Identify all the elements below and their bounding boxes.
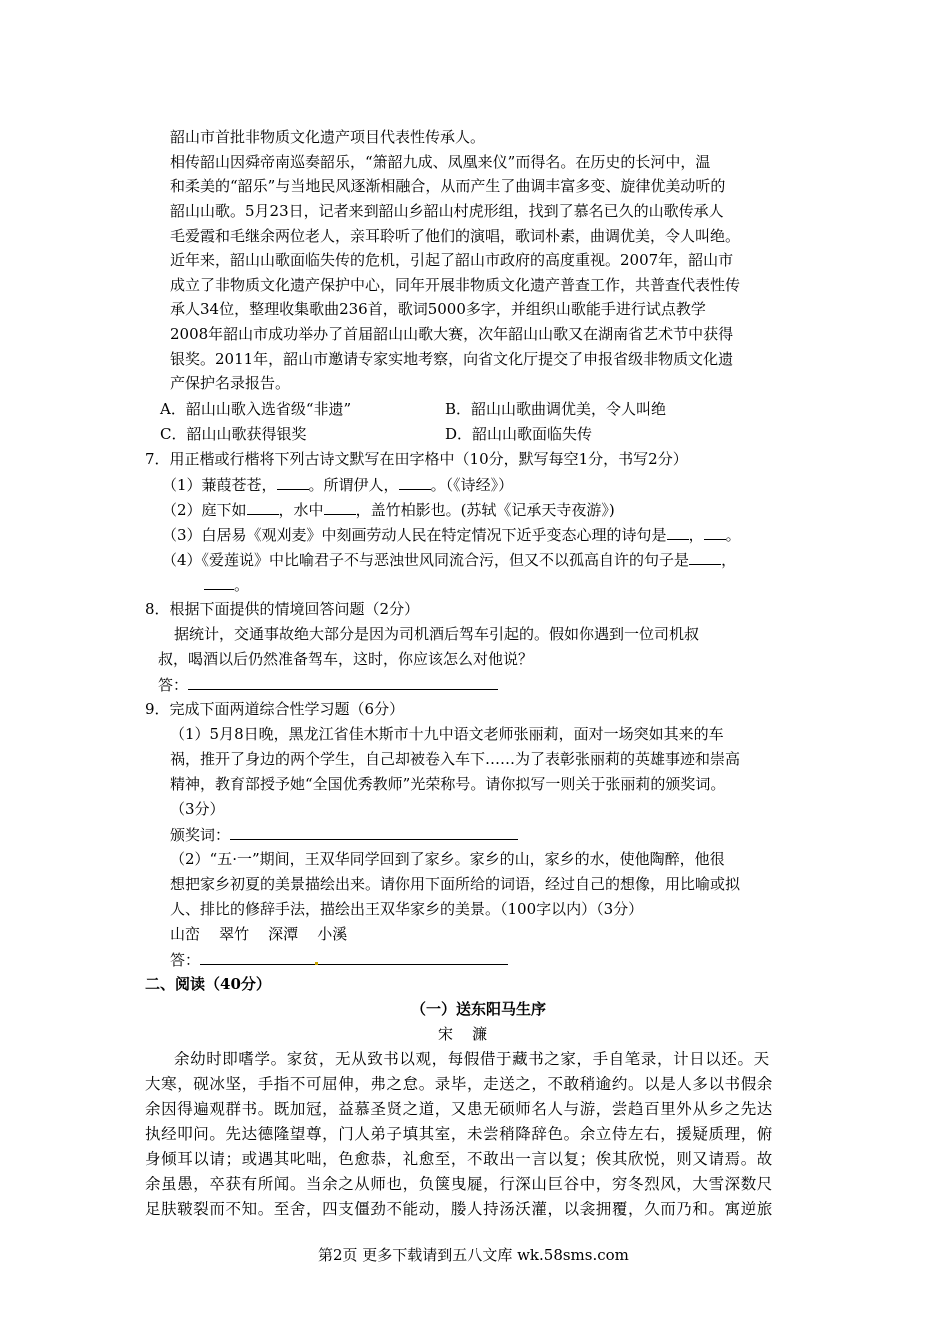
passage-line: 相传韶山因舜帝南巡奏韶乐，“箫韶九成、凤凰来仪”而得名。在历史的长河中，温 [170, 153, 711, 171]
passage-line: 银奖。2011年，韶山市邀请专家实地考察，向省文化厅提交了申报省级非物质文化遗 [170, 350, 734, 368]
passage-line: 成立了非物质文化遗产保护中心，同年开展非物质文化遗产普查工作，共普查代表性传 [170, 276, 741, 294]
q8-answer: 答： [158, 673, 498, 696]
answer-blank[interactable] [689, 548, 721, 565]
passage-line: 毛爱霞和毛继余两位老人，亲耳聆听了他们的演唱，歌词朴素，曲调优美，令人叫绝。 [170, 227, 741, 245]
q8-title: 8．根据下面提供的情境回答问题（2分） [145, 600, 420, 618]
article-line: 余因得遍观群书。既加冠，益慕圣贤之道，又患无硕师名人与游，尝趋百里外从乡之先达 [145, 1100, 773, 1118]
article-line: 足肤皲裂而不知。至舍，四支僵劲不能动，媵人持汤沃灌，以衾拥覆，久而乃和。寓逆旅 [145, 1200, 773, 1218]
q9-title: 9．完成下面两道综合性学习题（6分） [145, 700, 405, 718]
answer-blank[interactable] [247, 498, 279, 515]
q8-line-1: 据统计，交通事故绝大部分是因为司机酒后驾车引起的。假如你遇到一位司机叔 [174, 625, 700, 643]
article-line: 余幼时即嗜学。家贫，无从致书以观，每假借于藏书之家，手自笔录，计日以还。天 [174, 1050, 770, 1068]
section-heading: 二、阅读（40分） [145, 975, 271, 993]
passage-line: 近年来，韶山山歌面临失传的危机，引起了韶山市政府的高度重视。2007年，韶山市 [170, 251, 734, 269]
answer-blank[interactable] [324, 498, 356, 515]
article-author: 宋 濂 [438, 1025, 488, 1043]
q9-p1-line: 祸，推开了身边的两个学生，自己却被卷入车下……为了表彰张丽莉的英雄事迹和崇高 [170, 750, 741, 768]
q8-line-2: 叔，喝酒以后仍然准备驾车，这时，你应该怎么对他说？ [158, 650, 534, 668]
q9-answer: 答： [170, 948, 508, 971]
page-footer: 第2页 更多下载请到五八文库 wk.58sms.com [318, 1246, 629, 1264]
answer-blank[interactable] [277, 473, 309, 490]
q9-p2-line: （2）“五·一”期间，王双华同学回到了家乡。家乡的山，家乡的水，使他陶醉，他很 [170, 850, 725, 868]
answer-line[interactable] [200, 948, 508, 965]
article-line: 大寒，砚冰坚，手指不可屈伸，弗之怠。录毕，走送之，不敢稍逾约。以是人多以书假余 [145, 1075, 773, 1093]
q7-line-5: 。 [204, 573, 249, 596]
award-answer-line[interactable] [230, 823, 518, 840]
answer-blank[interactable] [399, 473, 431, 490]
answer-blank[interactable] [667, 523, 689, 540]
q9-award: 颁奖词： [170, 823, 518, 846]
passage-line: 韶山市首批非物质文化遗产项目代表性传承人。 [170, 128, 486, 146]
passage-line: 韶山山歌。5月23日，记者来到韶山乡韶山村虎形组，找到了慕名已久的山歌传承人 [170, 202, 724, 220]
highlight-mark [315, 962, 318, 965]
q7-line-3: （3）白居易《观刈麦》中刻画劳动人民在特定情况下近乎变态心理的诗句是 ， 。 [162, 523, 741, 546]
q9-p1-line: （3分） [170, 800, 225, 818]
passage-line: 产保护名录报告。 [170, 374, 291, 392]
q7-line-2: （2）庭下如 ，水中 ，盖竹柏影也。(苏轼《记承天寺夜游》) [162, 498, 615, 521]
q7-title: 7．用正楷或行楷将下列古诗文默写在田字格中（10分，默写每空1分，书写2分） [145, 450, 688, 468]
article-line: 身倾耳以请；或遇其叱咄，色愈恭，礼愈至，不敢出一言以复；俟其欣悦，则又请焉。故 [145, 1150, 773, 1168]
q9-p2-line: 人、排比的修辞手法，描绘出王双华家乡的美景。（100字以内）（3分） [170, 900, 644, 918]
q9-p1-line: （1）5月8日晚，黑龙江省佳木斯市十九中语文老师张丽莉，面对一场突如其来的车 [170, 725, 724, 743]
article-line: 余虽愚，卒获有所闻。当余之从师也，负箧曳屣，行深山巨谷中，穷冬烈风，大雪深数尺 [145, 1175, 773, 1193]
article-line: 执经叩问。先达德隆望尊，门人弟子填其室，未尝稍降辞色。余立侍左右，援疑质理，俯 [145, 1125, 773, 1143]
article-title: （一）送东阳马生序 [411, 1000, 547, 1018]
q9-p1-line: 精神，教育部授予她“全国优秀教师”光荣称号。请你拟写一则关于张丽莉的颁奖词。 [170, 775, 726, 793]
passage-line: 承人34位，整理收集歌曲236首，歌词5000多字，并组织山歌能手进行试点教学 [170, 300, 706, 318]
passage-line: 和柔美的“韶乐”与当地民风逐渐相融合，从而产生了曲调丰富多变、旋律优美动听的 [170, 177, 726, 195]
answer-line[interactable] [188, 673, 498, 690]
q9-p2-line: 想把家乡初夏的美景描绘出来。请你用下面所给的词语，经过自己的想像，用比喻或拟 [170, 875, 741, 893]
q7-line-4: （4）《爱莲说》中比喻君子不与恶浊世风同流合污，但又不以孤高自许的句子是 ， [162, 548, 736, 571]
passage-line: 2008年韶山市成功举办了首届韶山山歌大赛，次年韶山山歌又在湖南省艺术节中获得 [170, 325, 734, 343]
answer-blank[interactable] [704, 523, 726, 540]
q7-line-1: （1）蒹葭苍苍， 。所谓伊人， 。（《诗经》） [162, 473, 513, 496]
option-c: C．韶山山歌获得银奖 [160, 425, 307, 443]
q9-words: 山峦 翠竹 深潭 小溪 [170, 925, 348, 943]
option-d: D．韶山山歌面临失传 [445, 425, 593, 443]
option-b: B．韶山山歌曲调优美，令人叫绝 [445, 400, 667, 418]
answer-blank[interactable] [204, 573, 234, 590]
option-a: A．韶山山歌入选省级“非遗” [160, 400, 352, 418]
